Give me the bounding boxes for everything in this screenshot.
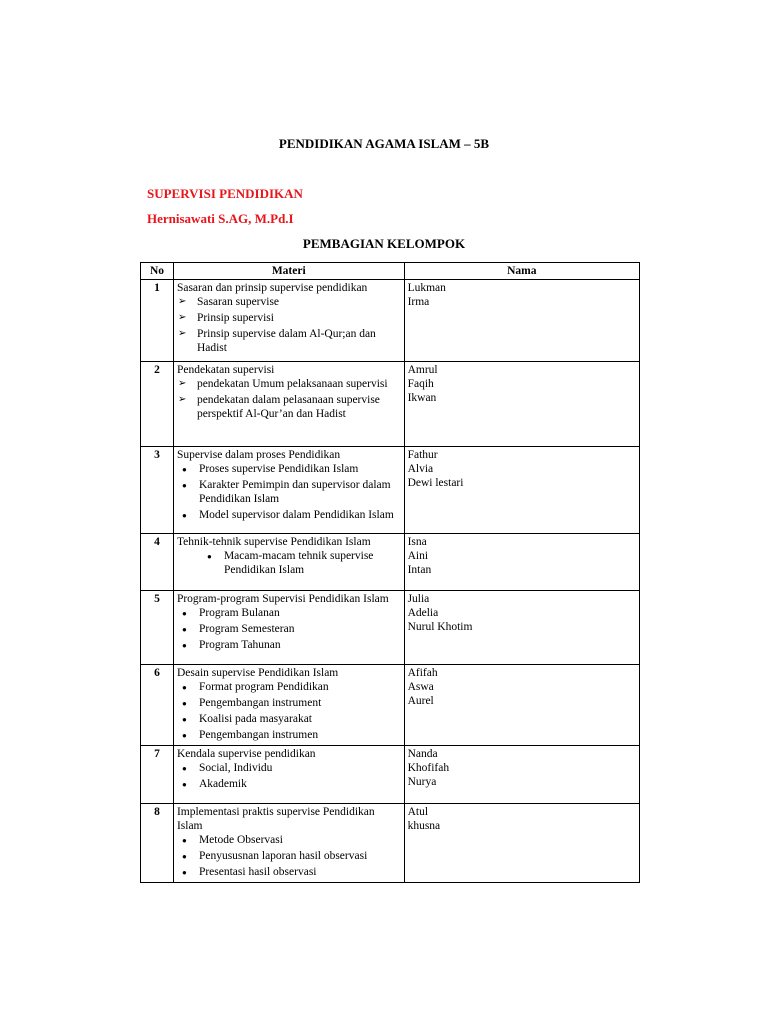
nama-cell [404,447,639,534]
member-name: khusna [407,820,441,832]
table-row [141,665,640,746]
member-name: Nanda [407,748,438,760]
table-row [141,280,640,362]
materi-point: ● Penyususnan laporan hasil observasi [197,849,401,863]
materi-points [177,377,401,421]
materi-point: ● Karakter Pemimpin dan supervisor dalam Pendidikan Islam [197,478,401,506]
member-name: Fathur [407,449,438,461]
row-number: 5 [141,591,174,665]
nama-cell [404,362,639,447]
member-name: Nurya [407,776,437,788]
row-number: 6 [141,665,174,746]
member-name: Aurel [407,695,434,707]
materi-point: ● Proses supervise Pendidikan Islam [197,462,401,476]
materi-point: ● Pengembangan instrumen [197,728,401,742]
nama-cell [404,804,639,883]
member-name: Faqih [407,378,434,390]
table-row [141,804,640,883]
nama-cell [404,591,639,665]
materi-cell [173,591,404,665]
materi-point: ● Format program Pendidikan [197,680,401,694]
header-materi: Materi [173,263,404,280]
table-row [141,591,640,665]
table-row [141,746,640,804]
member-name: Nurul Khotim [407,621,473,633]
table-body [141,280,640,883]
materi-cell [173,746,404,804]
materi-point: ➢ Prinsip supervise dalam Al-Qur;an dan Hadist [195,327,401,355]
materi-points [177,549,401,577]
member-name: Alvia [407,463,434,475]
header-no: No [141,263,174,280]
materi-point: ● Akademik [197,777,401,791]
materi-cell [173,362,404,447]
materi-point: ● Presentasi hasil observasi [197,865,401,879]
group-table [140,262,640,883]
materi-point: ● Pengembangan instrument [197,696,401,710]
materi-topic: Implementasi praktis supervise Pendidikan Islam [176,806,375,832]
materi-cell [173,534,404,591]
materi-topic: Kendala supervise pendidikan [176,748,316,760]
member-name: Afifah [407,667,438,679]
nama-cell [404,746,639,804]
row-number: 4 [141,534,174,591]
materi-point: ➢ Sasaran supervise [195,295,401,309]
materi-points [177,295,401,355]
materi-cell [173,804,404,883]
materi-point: ● Macam-macam tehnik supervise Pendidikan Islam [222,549,401,577]
member-name: Amrul [407,364,438,376]
materi-points [177,606,401,652]
member-name: Khofifah [407,762,450,774]
materi-point: ● Social, Individu [197,761,401,775]
member-name: Isna [407,536,427,548]
materi-point: ● Model supervisor dalam Pendidikan Islam [197,508,401,522]
nama-cell [404,534,639,591]
materi-cell [173,280,404,362]
member-name: Dewi lestari [407,477,464,489]
materi-topic: Tehnik-tehnik supervise Pendidikan Islam [176,536,371,548]
table-header-row [141,263,640,280]
section-title: PEMBAGIAN KELOMPOK [302,236,466,251]
subject-heading: SUPERVISI PENDIDIKAN [147,186,303,201]
materi-topic: Sasaran dan prinsip supervise pendidikan [176,282,368,294]
member-name: Aswa [407,681,434,693]
member-name: Adelia [407,607,439,619]
member-name: Julia [407,593,430,605]
materi-cell [173,447,404,534]
materi-topic: Supervise dalam proses Pendidikan [176,449,341,461]
table-row [141,362,640,447]
document-title: PENDIDIKAN AGAMA ISLAM – 5B [278,136,490,151]
row-number: 3 [141,447,174,534]
materi-point: ● Koalisi pada masyarakat [197,712,401,726]
member-name: Ikwan [407,392,437,404]
materi-points [177,761,401,791]
table-row [141,447,640,534]
materi-point: ● Program Bulanan [197,606,401,620]
member-name: Atul [407,806,429,818]
nama-cell [404,665,639,746]
materi-points [177,462,401,522]
materi-point: ● Program Tahunan [197,638,401,652]
member-name: Intan [407,564,432,576]
member-name: Aini [407,550,429,562]
materi-topic: Pendekatan supervisi [176,364,275,376]
table-row [141,534,640,591]
materi-point: ➢ Prinsip supervisi [195,311,401,325]
materi-points [177,833,401,879]
member-name: Lukman [407,282,446,294]
materi-point: ● Metode Observasi [197,833,401,847]
materi-point: ➢ pendekatan dalam pelasanaan supervise perspektif Al-Qur’an dan Hadist [195,393,401,421]
materi-point: ➢ pendekatan Umum pelaksanaan supervisi [195,377,401,391]
header-nama: Nama [404,263,639,280]
row-number: 8 [141,804,174,883]
materi-point: ● Program Semesteran [197,622,401,636]
nama-cell [404,280,639,362]
materi-cell [173,665,404,746]
materi-points [177,680,401,742]
materi-topic: Desain supervise Pendidikan Islam [176,667,339,679]
row-number: 1 [141,280,174,362]
row-number: 2 [141,362,174,447]
lecturer-name: Hernisawati S.AG, M.Pd.I [147,211,294,226]
materi-topic: Program-program Supervisi Pendidikan Islam [176,593,389,605]
row-number: 7 [141,746,174,804]
member-name: Irma [407,296,430,308]
